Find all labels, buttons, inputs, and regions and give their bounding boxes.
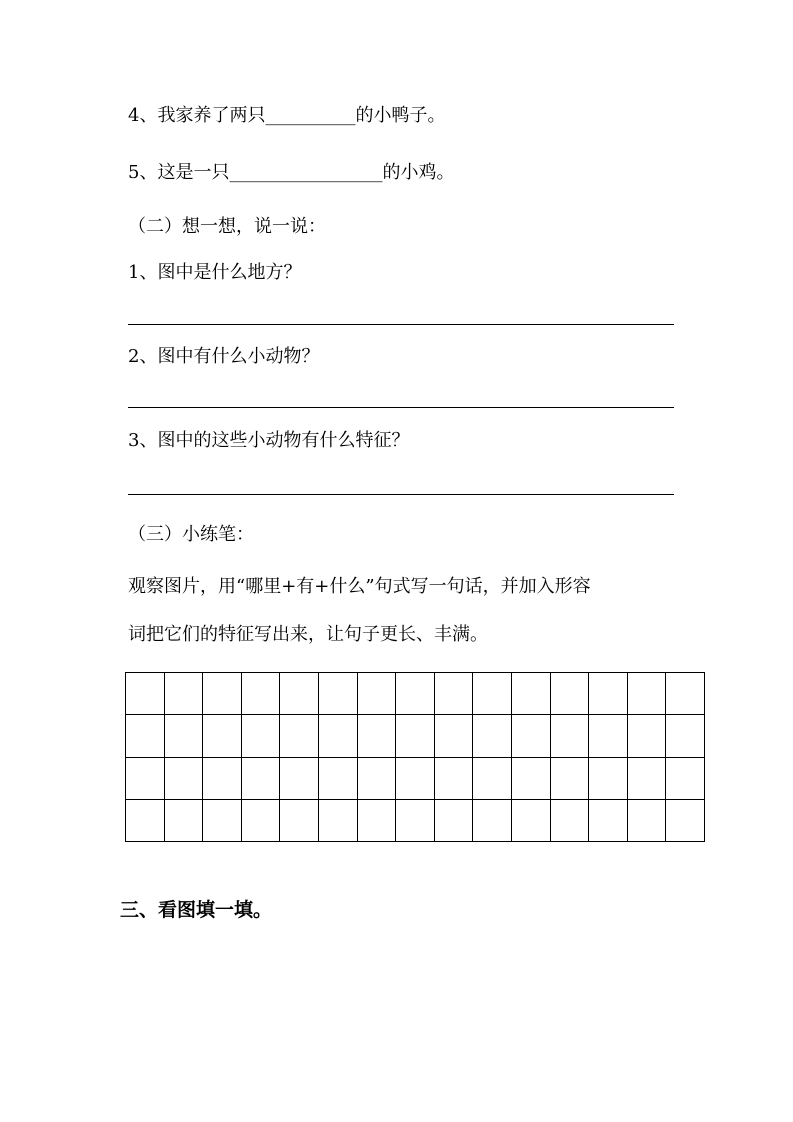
answer-line-1[interactable] — [128, 324, 674, 325]
grid-cell[interactable] — [357, 757, 396, 799]
grid-cell[interactable] — [666, 715, 705, 757]
grid-cell[interactable] — [396, 799, 435, 841]
grid-cell[interactable] — [473, 673, 512, 715]
instruction-line-2: 词把它们的特征写出来，让句子更长、丰满。 — [128, 624, 488, 645]
part-2-heading: （二）想一想，说一说： — [128, 216, 326, 237]
grid-cell[interactable] — [511, 799, 550, 841]
item-5-prefix: 5、这是一只 — [128, 162, 230, 183]
fill-blank-item-4 — [128, 105, 445, 127]
grid-cell[interactable] — [589, 673, 628, 715]
question-1: 1、图中是什么地方？ — [128, 262, 302, 283]
grid-cell[interactable] — [627, 715, 666, 757]
grid-cell[interactable] — [280, 799, 319, 841]
question-2: 2、图中有什么小动物？ — [128, 346, 320, 367]
grid-cell[interactable] — [203, 673, 242, 715]
grid-row — [126, 715, 705, 757]
grid-cell[interactable] — [126, 757, 165, 799]
grid-cell[interactable] — [203, 715, 242, 757]
grid-cell[interactable] — [473, 715, 512, 757]
grid-cell[interactable] — [164, 715, 203, 757]
grid-cell[interactable] — [434, 799, 473, 841]
item-4-suffix: 的小鸭子。 — [355, 105, 446, 126]
grid-cell[interactable] — [318, 799, 357, 841]
grid-row — [126, 799, 705, 841]
item-4-prefix: 4、我家养了两只 — [128, 105, 266, 126]
writing-grid — [125, 672, 705, 842]
grid-cell[interactable] — [241, 673, 280, 715]
question-3: 3、图中的这些小动物有什么特征？ — [128, 430, 410, 451]
grid-cell[interactable] — [550, 673, 589, 715]
grid-cell[interactable] — [511, 673, 550, 715]
grid-cell[interactable] — [550, 799, 589, 841]
grid-cell[interactable] — [164, 799, 203, 841]
answer-line-2[interactable] — [128, 407, 674, 408]
grid-cell[interactable] — [126, 715, 165, 757]
grid-cell[interactable] — [434, 715, 473, 757]
grid-cell[interactable] — [164, 757, 203, 799]
grid-cell[interactable] — [589, 799, 628, 841]
grid-cell[interactable] — [511, 715, 550, 757]
grid-cell[interactable] — [434, 673, 473, 715]
grid-cell[interactable] — [357, 799, 396, 841]
grid-cell[interactable] — [164, 673, 203, 715]
item-5-blank[interactable]: _________________ — [229, 162, 383, 183]
grid-cell[interactable] — [473, 757, 512, 799]
grid-cell[interactable] — [318, 715, 357, 757]
grid-cell[interactable] — [126, 673, 165, 715]
grid-cell[interactable] — [666, 673, 705, 715]
grid-cell[interactable] — [241, 757, 280, 799]
grid-cell[interactable] — [318, 757, 357, 799]
grid-cell[interactable] — [280, 715, 319, 757]
grid-cell[interactable] — [627, 673, 666, 715]
item-5-suffix: 的小鸡。 — [382, 162, 455, 183]
grid-cell[interactable] — [589, 757, 628, 799]
grid-row — [126, 673, 705, 715]
grid-cell[interactable] — [666, 799, 705, 841]
grid-cell[interactable] — [627, 757, 666, 799]
answer-line-3[interactable] — [128, 494, 674, 495]
item-4-blank[interactable]: __________ — [265, 105, 356, 126]
grid-cell[interactable] — [396, 673, 435, 715]
grid-row — [126, 757, 705, 799]
grid-cell[interactable] — [280, 673, 319, 715]
grid-cell[interactable] — [627, 799, 666, 841]
grid-cell[interactable] — [126, 799, 165, 841]
grid-cell[interactable] — [318, 673, 357, 715]
grid-cell[interactable] — [203, 799, 242, 841]
grid-cell[interactable] — [241, 715, 280, 757]
grid-cell[interactable] — [550, 715, 589, 757]
grid-cell[interactable] — [241, 799, 280, 841]
grid-cell[interactable] — [280, 757, 319, 799]
grid-cell[interactable] — [473, 799, 512, 841]
grid-cell[interactable] — [357, 715, 396, 757]
section-3-title: 三、看图填一填。 — [120, 899, 273, 921]
grid-cell[interactable] — [203, 757, 242, 799]
grid-cell[interactable] — [396, 757, 435, 799]
grid-cell[interactable] — [434, 757, 473, 799]
grid-cell[interactable] — [511, 757, 550, 799]
part-3-heading: （三）小练笔： — [128, 524, 254, 545]
grid-cell[interactable] — [357, 673, 396, 715]
grid-cell[interactable] — [550, 757, 589, 799]
fill-blank-item-5 — [128, 162, 454, 184]
grid-cell[interactable] — [589, 715, 628, 757]
instruction-line-1: 观察图片，用“哪里+有+什么”句式写一句话，并加入形容 — [128, 576, 591, 597]
grid-cell[interactable] — [396, 715, 435, 757]
grid-cell[interactable] — [666, 757, 705, 799]
